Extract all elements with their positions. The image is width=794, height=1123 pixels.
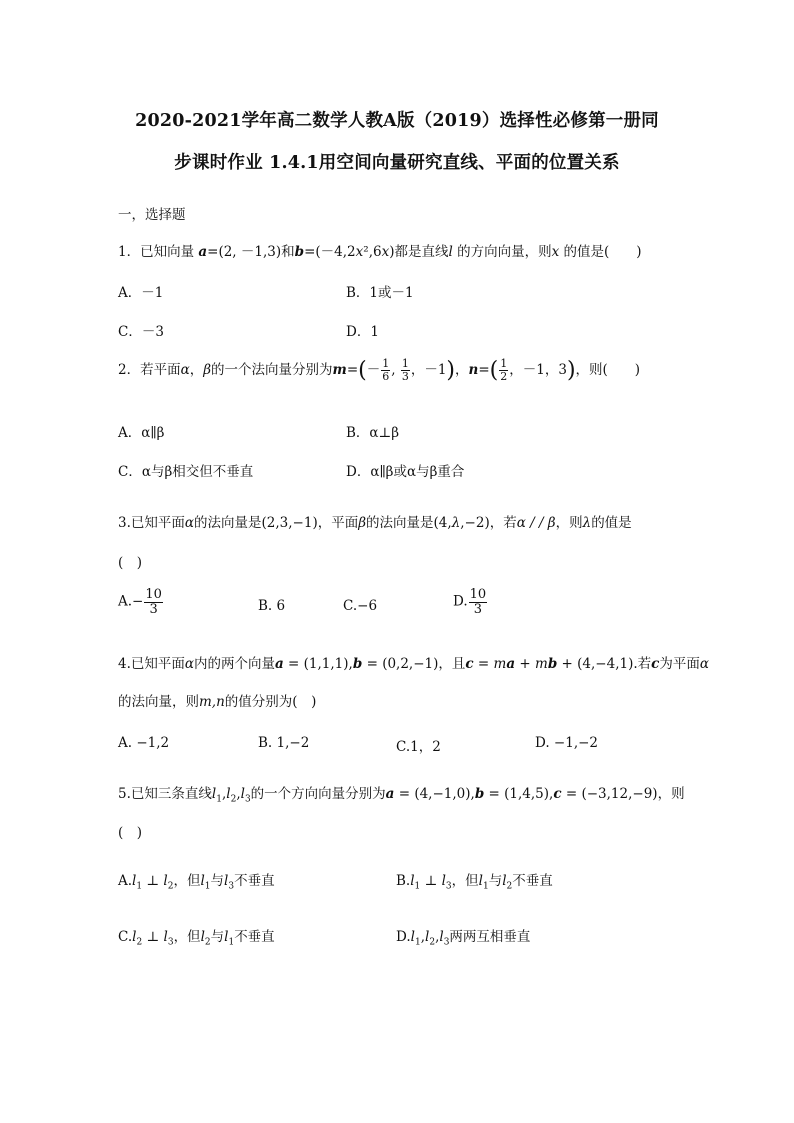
q4-option-c: C.1，2 — [396, 739, 441, 755]
question-3: 3.已知平面α的法向量是(2,3,−1)，平面β的法向量是(4,λ,−2)，若α / / β，则λ的值是 — [118, 515, 632, 531]
q2-option-c: C．α与β相交但不垂直 — [118, 464, 254, 480]
q4-option-d: D. −1,−2 — [535, 735, 599, 751]
question-5: 5.已知三条直线$l_1,l_2,l_3$的一个方向向量分别为a = (4,−1,0),b = (1,4,5),c = (−3,12,−9)，则 — [118, 786, 685, 805]
q1-option-a: A．－1 — [118, 285, 164, 301]
question-1: 1．已知向量 a=(2, －1,3)和b=(－4,2x²,6x)都是直线l 的方向向量，则x 的值是( ) — [118, 244, 642, 260]
q3-option-d: D. $\frac{10}{3}$ — [453, 587, 487, 617]
question-4: 4.已知平面α内的两个向量a = (1,1,1),b = (0,2,−1)，且c = ma + mb + (4,−4,1).若c为平面α — [118, 656, 710, 672]
q3-option-c: C.−6 — [343, 598, 378, 614]
q3-option-b: B. 6 — [258, 598, 286, 614]
question-2: 2．若平面α，β的一个法向量分别为m=(－ $\frac{1}{6}$ , $\frac{1}{3}$ ，－1)，n=( $\frac{1}{2}$ ，－1，3)，则( ) — [118, 357, 641, 383]
doc-title-line1: 2020-2021学年高二数学人教A版（2019）选择性必修第一册同 — [135, 111, 659, 131]
q4-option-b: B. 1,−2 — [258, 735, 310, 751]
fraction-1-3: $\frac{1}{3}$ — [401, 357, 409, 383]
question-4-line2: 的法向量，则m,n的值分别为( ) — [118, 694, 317, 710]
q4-option-a: A. −1,2 — [118, 735, 170, 751]
q2-option-d: D．α∥β或α与β重合 — [346, 464, 465, 480]
doc-title-line2: 步课时作业 1.4.1用空间向量研究直线、平面的位置关系 — [174, 153, 620, 173]
q5-option-d: $D.l_1,l_2,l_3$两两互相垂直 — [396, 929, 531, 948]
fraction-1-2: $\frac{1}{2}$ — [500, 357, 508, 383]
q1-option-c: C．－3 — [118, 324, 164, 340]
q5-option-c: $C.l_2$ ⊥ $l_3$，但$l_2$与$l_1$不垂直 — [118, 929, 275, 948]
q3-answer-paren: ( ) — [118, 555, 143, 571]
fraction-1-6: $\frac{1}{6}$ — [382, 357, 390, 383]
q2-option-b: B．α⊥β — [346, 425, 400, 441]
q1-option-b: B．1或－1 — [346, 285, 414, 301]
fraction-10-3: $\frac{10}{3}$ — [469, 587, 487, 617]
q1-option-d: D．1 — [346, 324, 379, 340]
fraction-10-3: $\frac{10}{3}$ — [145, 587, 162, 617]
q3-option-a: A.− $\frac{10}{3}$ — [118, 587, 162, 617]
q2-option-a: A．α∥β — [118, 425, 165, 441]
q5-answer-paren: ( ) — [118, 825, 143, 841]
section-heading: 一，选择题 — [118, 207, 186, 223]
q5-option-b: $B.l_1$ ⊥ $l_3$，但$l_1$与$l_2$不垂直 — [396, 873, 553, 892]
q5-option-a: $A.l_1$ ⊥ $l_2$，但$l_1$与$l_3$不垂直 — [118, 873, 275, 892]
